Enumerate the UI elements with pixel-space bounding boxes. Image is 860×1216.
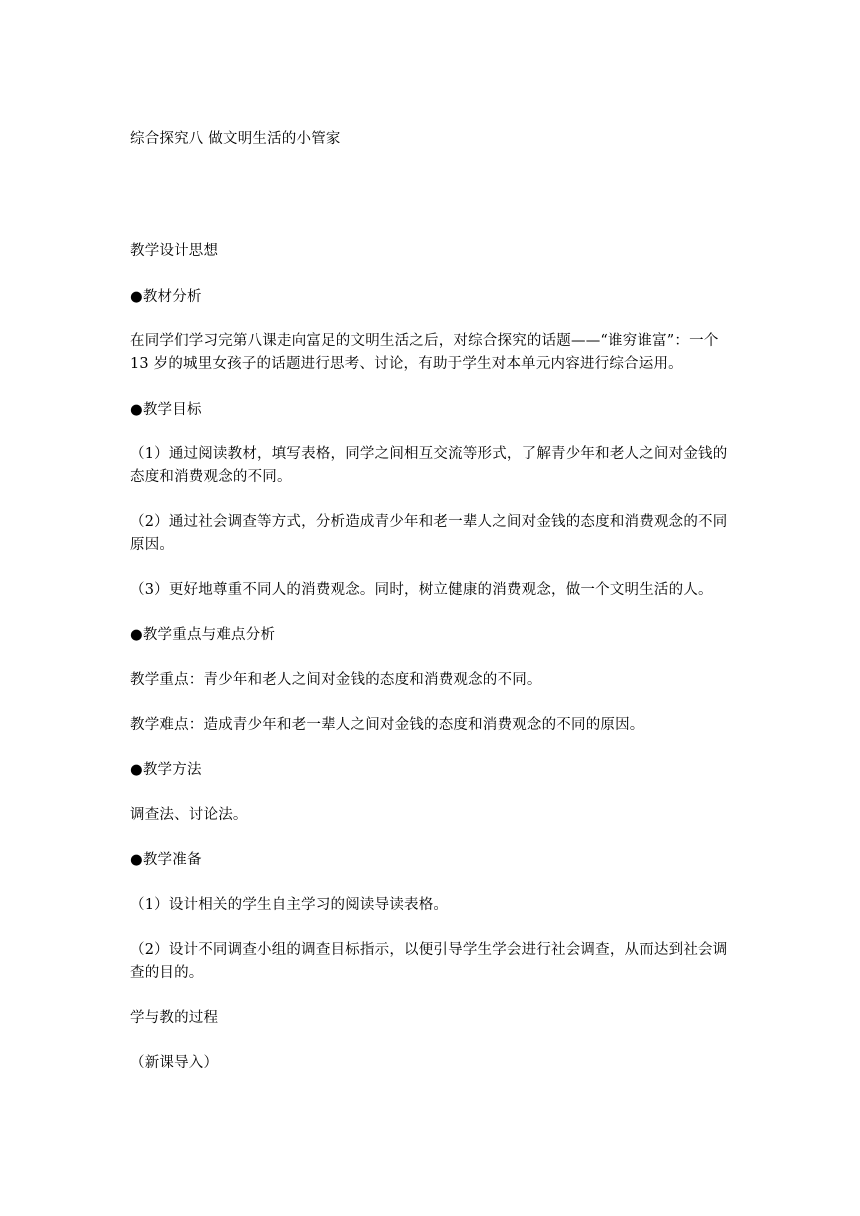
method-paragraph: 调查法、讨论法。 xyxy=(130,807,248,823)
goal-item-1: （1）通过阅读教材，填写表格，同学之间相互交流等形式，了解青少年和老人之间对金钱的态度和消费观念的不同。 xyxy=(130,446,728,485)
difficulty-paragraph: 教学难点：造成青少年和老一辈人之间对金钱的态度和消费观念的不同的原因。 xyxy=(130,717,645,733)
preparation-item-2: （2）设计不同调查小组的调查目标指示，以便引导学生学会进行社会调查，从而达到社会调查的目的。 xyxy=(130,942,728,981)
goal-item-3: （3）更好地尊重不同人的消费观念。同时，树立健康的消费观念，做一个文明生活的人。 xyxy=(130,582,713,598)
design-heading: 教学设计思想 xyxy=(130,243,219,259)
goal-item-2: （2）通过社会调查等方式，分析造成青少年和老一辈人之间对金钱的态度和消费观念的不同原因。 xyxy=(130,514,728,553)
preparation-heading: ●教学准备 xyxy=(130,852,202,868)
document-title: 综合探究八 做文明生活的小管家 xyxy=(130,131,341,147)
material-paragraph: 在同学们学习完第八课走向富足的文明生活之后，对综合探究的话题——“谁穷谁富”：一个 13 岁的城里女孩子的话题进行思考、讨论，有助于学生对本单元内容进行综合运用。 xyxy=(130,333,719,372)
material-heading: ●教材分析 xyxy=(130,289,202,305)
goals-heading: ●教学目标 xyxy=(130,402,202,418)
intro-label: （新课导入） xyxy=(130,1055,219,1071)
key-point-paragraph: 教学重点：青少年和老人之间对金钱的态度和消费观念的不同。 xyxy=(130,672,542,688)
process-heading: 学与教的过程 xyxy=(130,1010,219,1026)
preparation-item-1: （1）设计相关的学生自主学习的阅读导读表格。 xyxy=(130,897,449,913)
focus-heading: ●教学重点与难点分析 xyxy=(130,627,276,643)
method-heading: ●教学方法 xyxy=(130,762,202,778)
